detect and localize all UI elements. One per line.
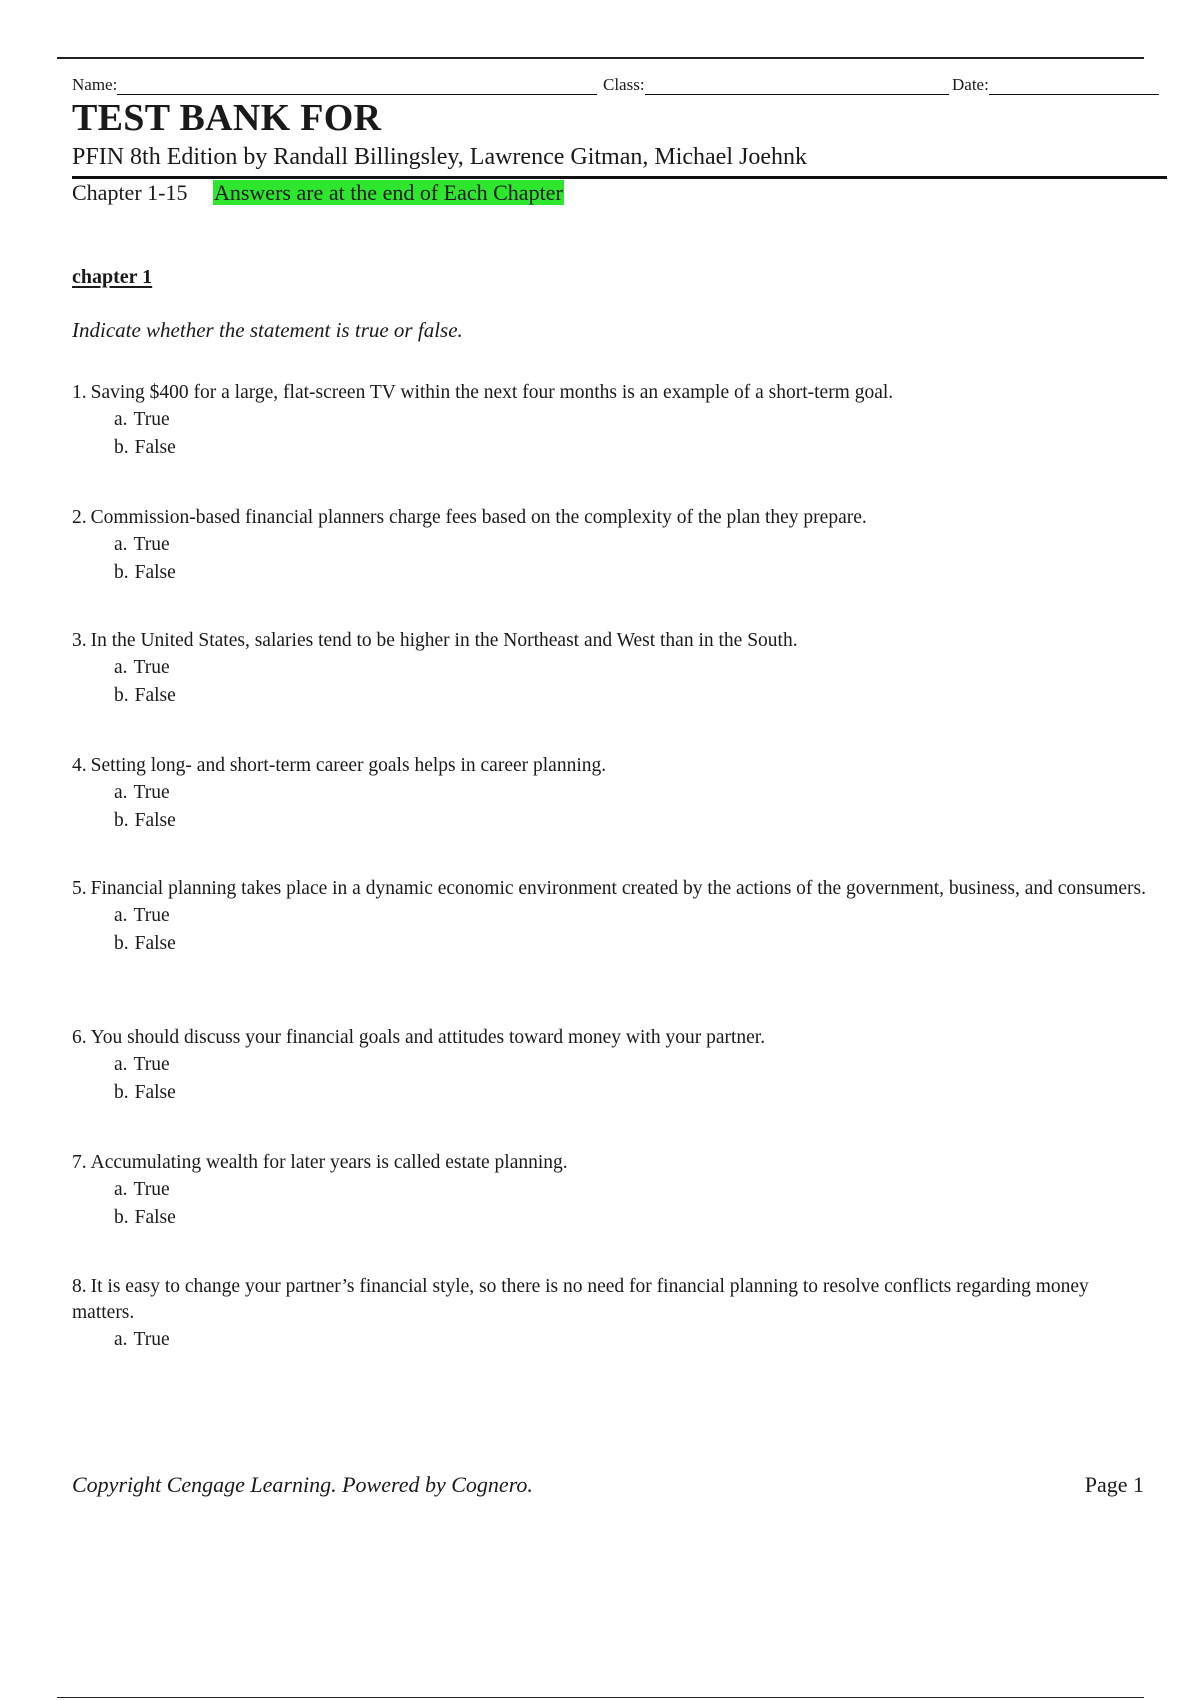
choice-false[interactable] xyxy=(72,682,1152,710)
choice-letter: a. xyxy=(114,534,128,555)
choice-label: True xyxy=(133,1179,170,1200)
question-number: 4. xyxy=(72,755,87,776)
question-text xyxy=(72,628,1152,654)
choice-false[interactable] xyxy=(72,1079,1152,1107)
choice-letter: b. xyxy=(114,1082,129,1103)
choice-letter: a. xyxy=(114,1329,128,1350)
question-number: 2. xyxy=(72,507,87,528)
question-statement: In the United States, salaries tend to be higher in the Northeast and West than in the South. xyxy=(90,630,798,651)
chapter-range: Chapter 1-15 xyxy=(72,180,188,205)
choice-false[interactable] xyxy=(72,1204,1152,1232)
choice-false[interactable] xyxy=(72,559,1152,587)
choice-true[interactable] xyxy=(72,1176,1152,1204)
choice-label: True xyxy=(133,534,170,555)
top-rule xyxy=(57,57,1144,59)
choice-letter: a. xyxy=(114,1054,128,1075)
question-number: 6. xyxy=(72,1027,87,1048)
question-8 xyxy=(72,1274,1152,1354)
question-2 xyxy=(72,505,1152,587)
question-number: 3. xyxy=(72,630,87,651)
choice-letter: b. xyxy=(114,437,129,458)
date-blank-line[interactable] xyxy=(989,76,1159,95)
question-number: 5. xyxy=(72,878,87,899)
question-4 xyxy=(72,753,1152,835)
choice-true[interactable] xyxy=(72,531,1152,559)
question-text xyxy=(72,753,1152,779)
choice-false[interactable] xyxy=(72,930,1152,958)
choice-true[interactable] xyxy=(72,654,1152,682)
choice-label: True xyxy=(133,1054,170,1075)
footer-page-number: Page 1 xyxy=(1084,1472,1144,1497)
question-statement: Commission-based financial planners charge fees based on the complexity of the plan they prepare. xyxy=(90,507,867,528)
choice-label: True xyxy=(133,409,170,430)
choice-label: False xyxy=(134,933,176,954)
choice-letter: b. xyxy=(114,1207,129,1228)
choice-true[interactable] xyxy=(72,1051,1152,1079)
date-field[interactable] xyxy=(952,75,1159,95)
document-subtitle: PFIN 8th Edition by Randall Billingsley, Lawrence Gitman, Michael Joehnk xyxy=(72,144,807,170)
choice-letter: b. xyxy=(114,562,129,583)
question-number: 1. xyxy=(72,382,87,403)
choice-label: True xyxy=(133,657,170,678)
question-5 xyxy=(72,876,1152,958)
choice-label: False xyxy=(134,685,176,706)
choice-true[interactable] xyxy=(72,1326,1152,1354)
document-title: TEST BANK FOR xyxy=(72,97,382,139)
question-1 xyxy=(72,380,1152,462)
choice-label: False xyxy=(134,1207,176,1228)
choice-true[interactable] xyxy=(72,902,1152,930)
choice-false[interactable] xyxy=(72,807,1152,835)
class-blank-line[interactable] xyxy=(645,76,949,95)
choice-letter: a. xyxy=(114,782,128,803)
question-statement: You should discuss your financial goals and attitudes toward money with your partner. xyxy=(90,1027,766,1048)
question-text xyxy=(72,876,1152,902)
question-statement: Saving $400 for a large, flat-screen TV within the next four months is an example of a short-term goal. xyxy=(90,382,894,403)
name-label: Name: xyxy=(72,75,118,94)
class-label: Class: xyxy=(603,75,645,94)
footer-copyright: Copyright Cengage Learning. Powered by Cognero. xyxy=(72,1472,533,1497)
choice-letter: a. xyxy=(114,905,128,926)
question-statement: Financial planning takes place in a dynamic economic environment created by the actions of the government, business, and consumers. xyxy=(90,878,1147,899)
choice-label: False xyxy=(134,1082,176,1103)
question-7 xyxy=(72,1150,1152,1232)
bottom-rule xyxy=(57,1697,1144,1698)
choice-letter: b. xyxy=(114,810,129,831)
section-heading: chapter 1 xyxy=(72,266,153,288)
question-text xyxy=(72,380,1152,406)
choice-label: False xyxy=(134,562,176,583)
question-number: 7. xyxy=(72,1152,87,1173)
question-text xyxy=(72,505,1152,531)
student-info-fields xyxy=(72,75,1167,97)
answers-note-highlight: Answers are at the end of Each Chapter xyxy=(213,180,563,205)
chapter-range-line xyxy=(72,179,564,207)
choice-label: False xyxy=(134,810,176,831)
question-statement: It is easy to change your partner’s financial style, so there is no need for financial planning to resolve conflicts regarding money matters. xyxy=(72,1276,1089,1323)
question-statement: Setting long- and short-term career goals helps in career planning. xyxy=(90,755,607,776)
name-field[interactable] xyxy=(72,75,597,95)
choice-true[interactable] xyxy=(72,406,1152,434)
choice-label: True xyxy=(133,782,170,803)
question-text xyxy=(72,1274,1152,1326)
question-statement: Accumulating wealth for later years is called estate planning. xyxy=(90,1152,568,1173)
choice-label: False xyxy=(134,437,176,458)
choice-letter: a. xyxy=(114,657,128,678)
choice-label: True xyxy=(133,905,170,926)
choice-letter: a. xyxy=(114,409,128,430)
question-6 xyxy=(72,1025,1152,1107)
date-label: Date: xyxy=(952,75,989,94)
choice-letter: b. xyxy=(114,685,129,706)
choice-label: True xyxy=(133,1329,170,1350)
choice-true[interactable] xyxy=(72,779,1152,807)
question-text xyxy=(72,1025,1152,1051)
question-text xyxy=(72,1150,1152,1176)
question-3 xyxy=(72,628,1152,710)
class-field[interactable] xyxy=(603,75,949,95)
section-instruction: Indicate whether the statement is true or false. xyxy=(72,318,463,342)
name-blank-line[interactable] xyxy=(117,76,597,95)
choice-letter: a. xyxy=(114,1179,128,1200)
choice-false[interactable] xyxy=(72,434,1152,462)
question-number: 8. xyxy=(72,1276,87,1297)
choice-letter: b. xyxy=(114,933,129,954)
